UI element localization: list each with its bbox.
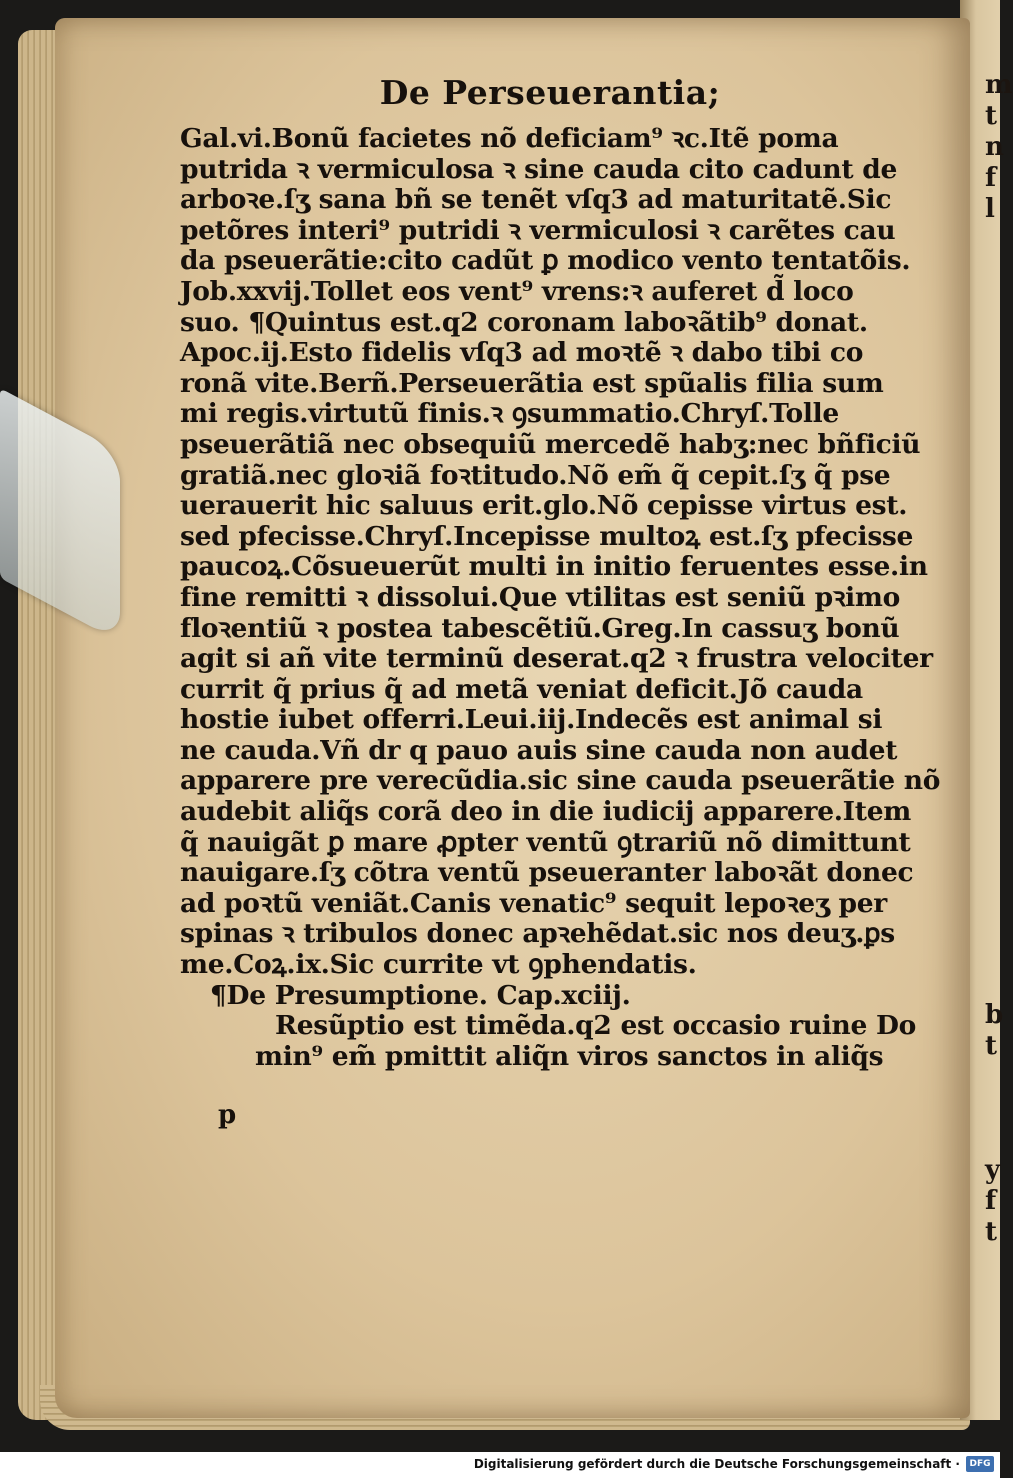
text-line: Resũptio est timẽda.q2 est occasio ruine Do (275, 1010, 917, 1042)
text-line: paucoꝝ.Cõsueuerũt multi in initio feruentes esse.in (180, 551, 928, 583)
text-line: Apoc.ij.Esto fidelis vſq3 ad moꝛtẽ ꝛ dabo tibi co (180, 337, 864, 369)
facing-page-text: m t n f l b t y f t (985, 70, 1013, 1247)
text-line: da pseuerãtie:cito cadũt ꝑ modico vento tentatõis. (180, 245, 911, 277)
dfg-logo-icon: DFG (966, 1456, 994, 1472)
text-line: sed pfecisse.Chryſ.Incepisse multoꝝ est.ſʒ pfecisse (180, 520, 914, 552)
text-line: me.Coꝝ.ix.Sic currite vt ꝯphendatis. (180, 949, 697, 981)
text-line: gratiã.nec gloꝛiã foꝛtitudo.Nõ em̃ q̃ cepit.ſʒ q̃ pse (180, 459, 891, 491)
text-line: hostie iubet offerri.Leui.iij.Indecẽs est animal si (180, 704, 883, 736)
page-text-block (180, 62, 941, 1072)
text-line: spinas ꝛ tribulos donec apꝛehẽdat.sic nos deuʒ.ꝑs (180, 918, 895, 950)
page-heading: De Perseuerantia; (379, 73, 721, 112)
text-line: audebit aliq̃s corã deo in die iudicij apparere.Item (180, 796, 912, 828)
text-line: currit q̃ prius q̃ ad metã veniat deficit.Jõ cauda (180, 673, 863, 705)
text-line: ronã vite.Berñ.Perseuerãtia est spũalis filia sum (180, 367, 884, 399)
text-line: q̃ nauigãt ꝑ mare ꝓpter ventũ ꝯtrariũ nõ dimittunt (180, 826, 911, 858)
text-line: ad poꝛtũ veniãt.Canis venatic⁹ sequit lepoꝛeʒ per (180, 887, 887, 919)
section-heading: ¶De Presumptione. Cap.xciij. (210, 979, 631, 1011)
text-line: putrida ꝛ vermiculosa ꝛ sine cauda cito cadunt de (180, 153, 898, 185)
footer-bar (0, 1452, 1000, 1478)
text-line: suo. ¶Quintus est.q2 coronam laboꝛãtib⁹ donat. (180, 306, 868, 338)
text-line: ne cauda.Vñ dr q pauo auis sine cauda non audet (180, 734, 898, 766)
text-line: apparere pre verecũdia.sic sine cauda pseuerãtie nõ (180, 765, 941, 797)
text-line: Job.xxvij.Tollet eos vent⁹ vrens:ꝛ auferet d̃ loco (180, 275, 854, 307)
footer-credit: Digitalisierung gefördert durch die Deutsche Forschungsgemeinschaft · (473, 1457, 960, 1471)
text-line: Gal.vi.Bonũ facietes nõ deficiam⁹ ꝛc.Itẽ poma (180, 123, 839, 154)
text-line: pseuerãtiã nec obsequiũ mercedẽ habʒ:nec bñficiũ (180, 428, 921, 460)
text-line: mi regis.virtutũ finis.ꝛ ꝯsummatio.Chryſ.Tolle (180, 398, 839, 430)
text-line: arboꝛe.ſʒ sana bñ se tenẽt vſq3 ad maturitatẽ.Sic (180, 184, 892, 216)
text-line: fine remitti ꝛ dissolui.Que vtilitas est seniũ pꝛimo (180, 581, 901, 613)
text-line: petõres interi⁹ putridi ꝛ vermiculosi ꝛ carẽtes cau (180, 214, 896, 246)
text-line: agit si añ vite terminũ deserat.q2 ꝛ frustra velociter (180, 643, 933, 675)
text-line: nauigare.ſʒ cõtra ventũ pseueranter laboꝛãt donec (180, 857, 914, 889)
text-line: floꝛentiũ ꝛ postea tabescẽtiũ.Greg.In cassuʒ bonũ (180, 612, 900, 644)
guide-letter: p (218, 1100, 237, 1130)
text-line: uerauerit hic saluus erit.glo.Nõ cepisse virtus est. (180, 490, 908, 522)
text-line: min⁹ em̃ pmittit aliq̃n viros sanctos in aliq̃s (255, 1040, 884, 1072)
